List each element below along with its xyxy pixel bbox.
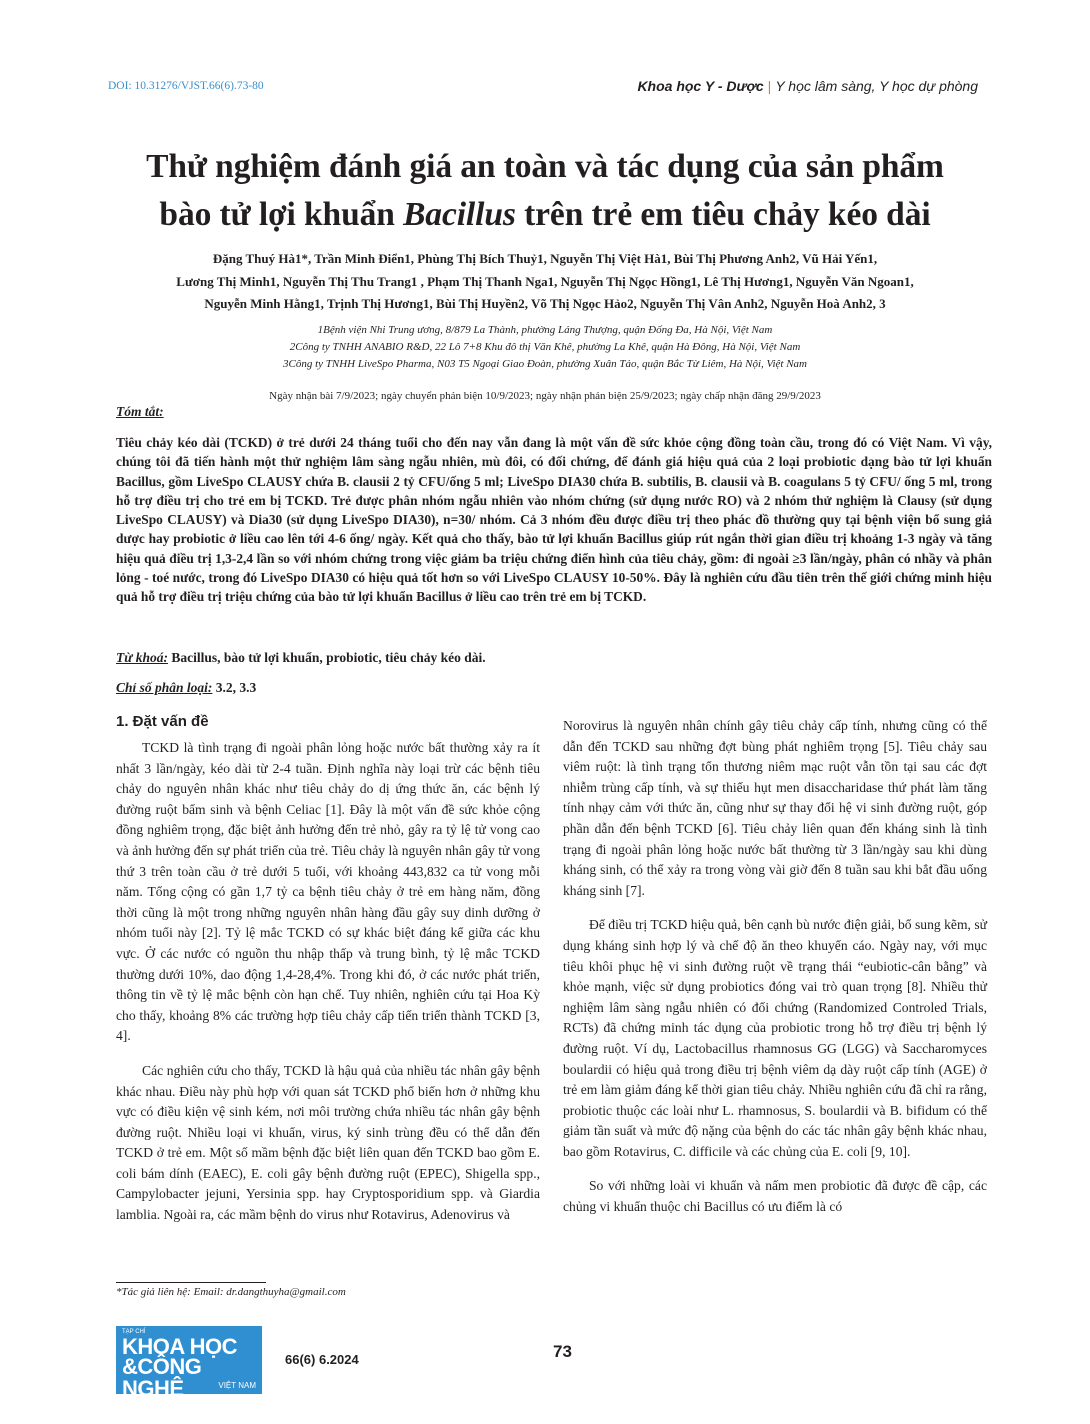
logo-vn: VIỆT NAM bbox=[218, 1381, 256, 1390]
paragraph: TCKD là tình trạng đi ngoài phân lỏng hoặc nước bất thường xảy ra ít nhất 3 lần/ngày, kéo dài từ 2-4 tuần. Định nghĩa này loại trừ các bệnh tiêu chảy do nguyên nhân khác như tiêu chảy do dị ứng thức ăn, các bệnh lý đường ruột bẩm sinh và bệnh Celiac [1]. Đây là một vấn đề sức khỏe cộng đồng nghiêm trọng, đặc biệt ảnh hưởng đến trẻ nhỏ, gây ra tỷ lệ tử vong cao và ảnh hưởng đến sự phát triển của trẻ. Tiêu chảy là nguyên nhân gây tử vong thứ 3 trên toàn cầu ở trẻ dưới 5 tuổi, với khoảng 443,832 ca tử vong mỗi năm. Tổng cộng có gần 1,7 tỷ ca bệnh tiêu chảy ở trẻ em hàng năm, đồng thời cũng là một trong những nguyên nhân hàng đầu gây suy dinh dưỡng ở nhóm tuổi này [2]. Tỷ lệ mắc TCKD có sự khác biệt đáng kể giữa các khu vực. Ở các nước có nguồn thu nhập thấp và trung bình, tỷ lệ mắc TCKD thường dưới 10%, dao động 1,4-28,4%. Trong khi đó, ở các nước phát triển, thông tin về tỷ lệ mắc bệnh còn hạn chế. Tuy nhiên, nghiên cứu tại Hoa Kỳ cho thấy, khoảng 8% các trường hợp tiêu chảy cấp tiến triển thành TCKD [3, 4]. bbox=[116, 740, 540, 1044]
paragraph: Các nghiên cứu cho thấy, TCKD là hậu quả của nhiều tác nhân gây bệnh khác nhau. Điều này phù hợp với quan sát TCKD phổ biến hơn ở những khu vực có điều kiện vệ sinh kém, nơi môi trường chứa nhiều tác nhân gây bệnh đường ruột. Nhiều loại vi khuẩn, virus, ký sinh trùng đều có thể dẫn đến TCKD ở trẻ em. Một số mầm bệnh đặc biệt liên quan đến TCKD bao gồm E. coli bám dính (EAEC), E. coli gây bệnh đường ruột (EPEC), Shigella spp., Campylobacter jejuni, Yersinia spp. hay Cryptosporidium spp. và Giardia lamblia. Ngoài ra, các mầm bệnh do virus như Rotavirus, Adenovirus và bbox=[116, 1062, 540, 1223]
paragraph: Để điều trị TCKD hiệu quả, bên cạnh bù nước điện giải, bổ sung kẽm, sử dụng kháng sinh hợp lý và chế độ ăn theo khuyến cáo. Ngày nay, với mục tiêu khôi phục hệ vi sinh đường ruột về trạng thái “eubiotic-cân bằng” và khỏe mạnh, việc sử dụng probiotics đóng vai trò quan trọng [8]. Nhiều thử nghiệm lâm sàng ngẫu nhiên có đối chứng (Randomized Controled Trials, RCTs) đã chứng minh tác dụng của probiotic trong hỗ trợ điều trị bệnh lý đường ruột. Ví dụ, Lactobacillus rhamnosus GG (LGG) và Saccharomyces boulardii có hiệu quả trong điều trị bệnh viêm dạ dày ruột cấp tính (AGE) ở trẻ em làm giảm đáng kể thời gian tiêu chảy. Nhiều nghiên cứu đã chỉ ra rằng, probiotic thuộc các loài như L. rhamnosus, S. boulardii và B. bifidum có thể giảm tần suất và mức độ nặng của bệnh do các tác nhân gây bệnh khác nhau, bao gồm Rotavirus, C. difficile và các chủng của E. coli [9, 10]. bbox=[563, 917, 987, 1159]
keywords-value: Bacillus, bào tử lợi khuẩn, probiotic, tiêu chảy kéo dài. bbox=[167, 650, 486, 665]
author-line: Lương Thị Minh1, Nguyễn Thị Thu Trang1 , Phạm Thị Thanh Nga1, Nguyễn Thị Ngọc Hồng1, Lê Thị Hương1, Nguyễn Văn Ngoan1, bbox=[176, 273, 914, 289]
title-part: trên trẻ em tiêu chảy kéo dài bbox=[515, 196, 931, 233]
affiliations bbox=[150, 322, 940, 373]
doi-link[interactable]: DOI: 10.31276/VJST.66(6).73-80 bbox=[108, 80, 264, 92]
section-heading: 1. Đặt vấn đề bbox=[116, 713, 209, 730]
classification bbox=[116, 680, 256, 696]
article-title bbox=[60, 143, 1030, 239]
logo-line-1: KHOA HỌC bbox=[122, 1334, 237, 1359]
affiliation: 3Công ty TNHH LiveSpo Pharma, N03 T5 Ngoại Giao Đoàn, phường Xuân Tảo, quận Bắc Từ Liêm, Hà Nội, Việt Nam bbox=[283, 358, 807, 370]
paragraph: So với những loài vi khuẩn và nấm men probiotic đã được đề cập, các chủng vi khuẩn thuộc chi Bacillus có ưu điểm là có bbox=[563, 1178, 987, 1215]
author-line: Đặng Thuý Hà1*, Trần Minh Điển1, Phùng Thị Bích Thuỷ1, Nguyễn Thị Việt Hà1, Bùi Thị Phương Anh2, Vũ Hải Yến1, bbox=[212, 251, 878, 266]
journal-logo bbox=[116, 1326, 262, 1401]
footnote-divider bbox=[116, 1282, 266, 1283]
issue-number: 66(6) 6.2024 bbox=[285, 1352, 359, 1367]
corresponding-author-note: *Tác giả liên hệ: Email: dr.dangthuyha@gmail.com bbox=[116, 1286, 346, 1298]
affiliation: 2Công ty TNHH ANABIO R&D, 22 Lô 7+8 Khu đô thị Văn Khê, phường La Khê, quận Hà Đông, Hà Nội, Việt Nam bbox=[289, 341, 801, 353]
journal-section: Khoa học Y - Dược bbox=[637, 78, 764, 94]
title-line-2 bbox=[60, 191, 1030, 239]
title-genus: Bacillus bbox=[403, 196, 516, 233]
journal-subsection: Y học lâm sàng, Y học dự phòng bbox=[775, 78, 978, 94]
header-separator: | bbox=[767, 78, 772, 94]
logo-small-text: TẠP CHÍ bbox=[122, 1329, 146, 1335]
paragraph: Norovirus là nguyên nhân chính gây tiêu chảy cấp tính, nhưng cũng có thể dẫn đến TCKD sau những đợt bùng phát nghiêm trọng [5]. Tiêu chảy sau viêm ruột: là tình trạng tổn thương niêm mạc ruột vẫn tồn tại sau các đợt nhiễm trùng cấp tính, và sự thiếu hụt men disaccharidase thứ phát làm tăng tính nhạy cảm với thức ăn, cũng như sự thay đổi hệ vi sinh đường ruột, góp phần dẫn đến bệnh TCKD [6]. Tiêu chảy liên quan đến kháng sinh là tình trạng đi ngoài phân lỏng hoặc nước bất thường từ 3 lần/ngày sau khi dùng kháng sinh, có thể xảy ra trong vòng vài giờ đến 8 tuần sau khi bắt đầu uống kháng sinh [7]. bbox=[563, 718, 987, 898]
abstract-body: Tiêu chảy kéo dài (TCKD) ở trẻ dưới 24 tháng tuổi cho đến nay vẫn đang là một vấn đề sức khỏe cộng đồng toàn cầu, trong đó có Việt Nam. Vì vậy, chúng tôi đã tiến hành một thử nghiệm lâm sàng ngẫu nhiên, mù đôi, có đối chứng, để đánh giá hiệu quả của 2 loại probiotic dạng bào tử lợi khuẩn Bacillus, gồm LiveSpo CLAUSY chứa B. clausii 2 tỷ CFU/ống 5 ml; LiveSpo DIA30 chứa B. subtilis, B. clausii và B. coagulans 5 tỷ CFU/ ống 5 ml, trong hỗ trợ điều trị cho trẻ em bị TCKD. Trẻ được phân nhóm ngẫu nhiên vào nhóm chứng (sử dụng nước RO) và 2 nhóm thử nghiệm là Clausy (sử dụng LiveSpo CLAUSY) và Dia30 (sử dụng LiveSpo DIA30), n=30/ nhóm. Cả 3 nhóm đều được điều trị theo phác đồ thường quy tại bệnh viện bổ sung giả dược hay probiotic ở liều cao lên tới 4-6 ống/ ngày. Kết quả cho thấy, bào tử lợi khuẩn Bacillus giúp rút ngắn thời gian điều trị khoảng 1-3 ngày và tăng hiệu quả điều trị 1,3-2,4 lần so với nhóm chứng trong việc giảm ba triệu chứng điển hình của tiêu chảy, gồm: đi ngoài ≥3 lần/ngày, phân có nhầy và phân lỏng - toé nước, trong đó LiveSpo DIA30 có hiệu quả tốt hơn so với LiveSpo CLAUSY 10-50%. Đây là nghiên cứu đầu tiên trên thế giới chứng minh hiệu quả hỗ trợ điều trị triệu chứng của bào tử lợi khuẩn Bacillus ở liều cao trên trẻ em bị TCKD. bbox=[116, 435, 992, 605]
journal-header bbox=[637, 78, 978, 94]
title-part: bào tử lợi khuẩn bbox=[159, 196, 404, 233]
keywords-label: Từ khoá: bbox=[116, 650, 168, 665]
submission-dates: Ngày nhận bài 7/9/2023; ngày chuyển phản biện 10/9/2023; ngày nhận phản biện 25/9/2023; ngày chấp nhận đăng 29/9/2023 bbox=[269, 390, 821, 402]
right-column bbox=[563, 716, 987, 1232]
left-column bbox=[116, 738, 540, 1240]
page-number: 73 bbox=[553, 1342, 572, 1361]
affiliation: 1Bệnh viện Nhi Trung ương, 8/879 La Thành, phường Láng Thượng, quận Đống Đa, Hà Nội, Việt Nam bbox=[317, 324, 773, 336]
author-list bbox=[90, 248, 1000, 316]
classification-value: 3.2, 3.3 bbox=[212, 680, 257, 695]
abstract-heading: Tóm tắt: bbox=[116, 404, 164, 419]
title-line-1: Thử nghiệm đánh giá an toàn và tác dụng của sản phẩm bbox=[146, 148, 944, 185]
author-line: Nguyễn Minh Hằng1, Trịnh Thị Hương1, Bùi Thị Huyền2, Võ Thị Ngọc Hảo2, Nguyễn Thị Vân Anh2, Nguyễn Hoà Anh2, 3 bbox=[204, 296, 886, 311]
logo-line-2: &CÔNG NGHỆ bbox=[122, 1354, 202, 1401]
keywords bbox=[116, 650, 992, 666]
classification-label: Chỉ số phân loại: bbox=[116, 680, 213, 695]
